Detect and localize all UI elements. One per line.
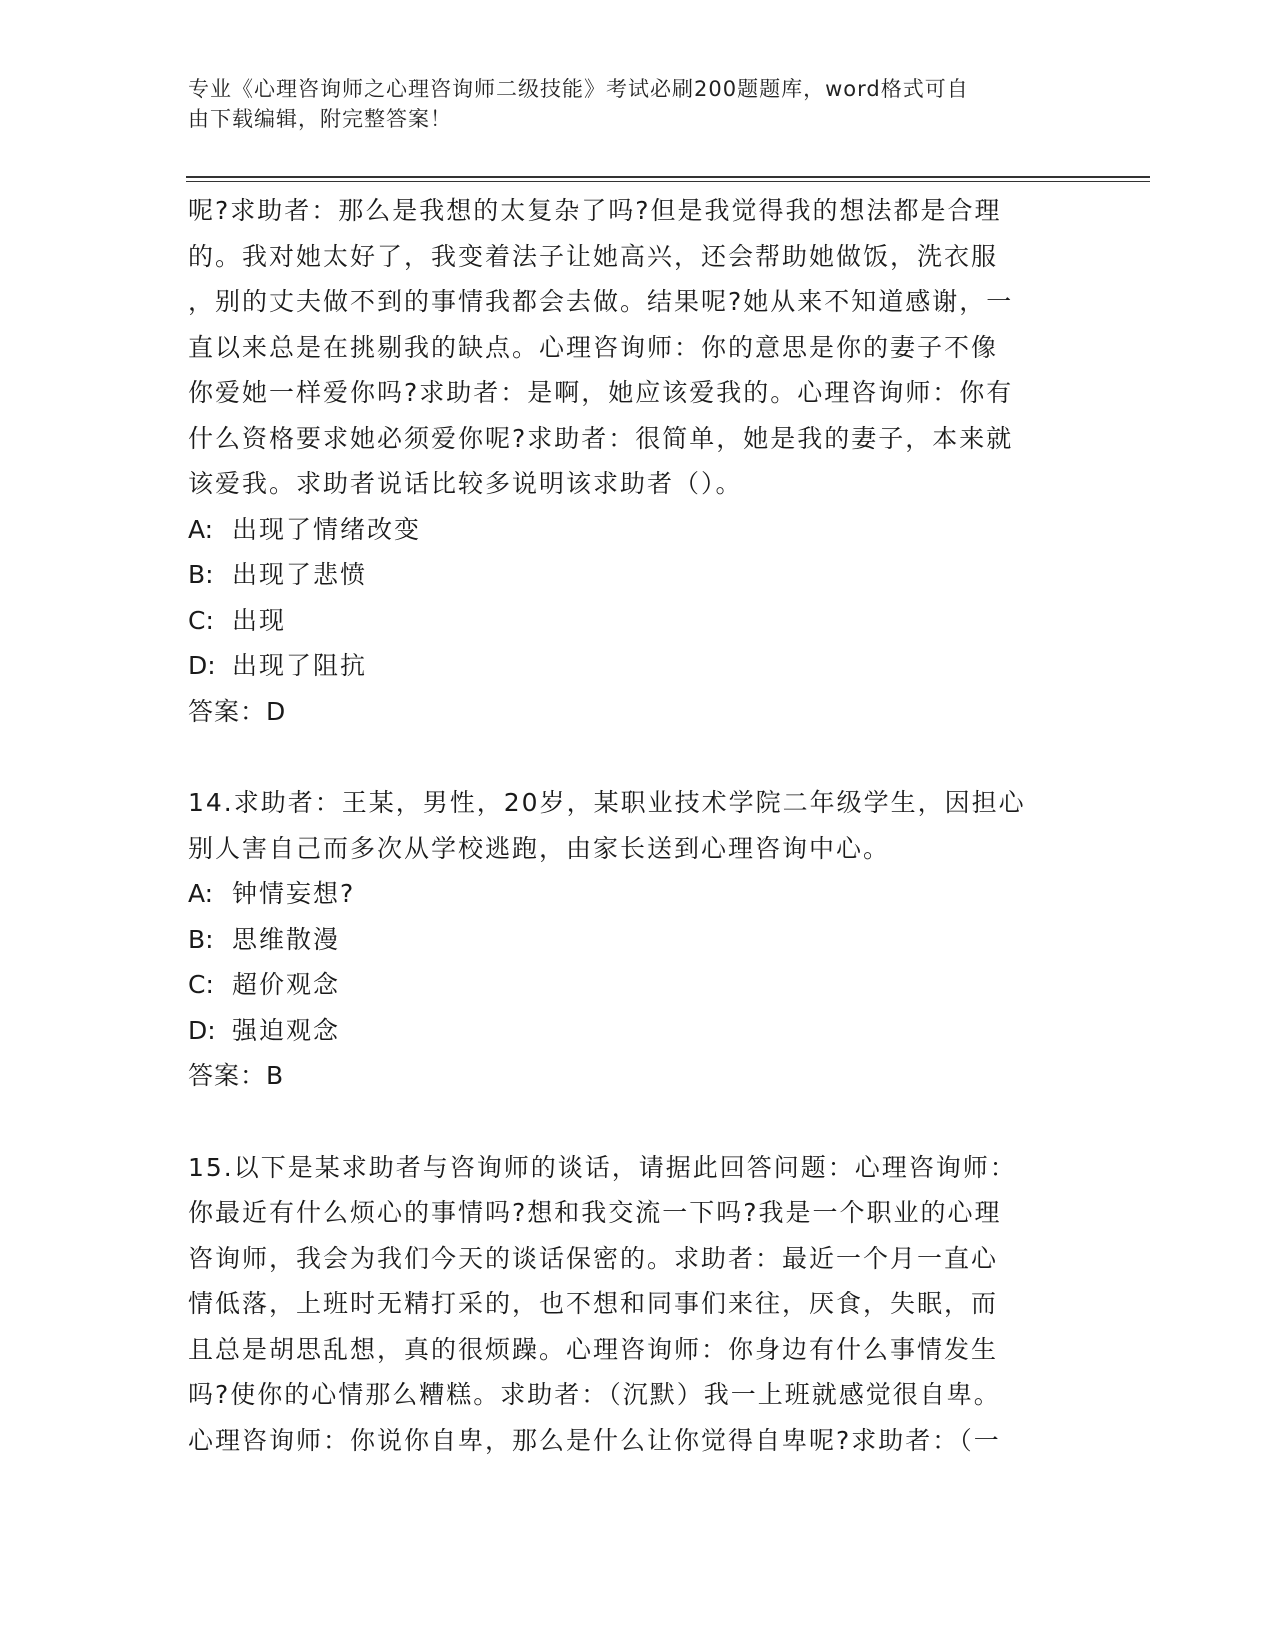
option-text: 超价观念 [232,970,341,999]
stem-line: 15.以下是某求助者与咨询师的谈话，请据此回答问题：心理咨询师： [188,1152,1017,1182]
question-14-option-c [188,962,1088,1008]
stem-line: ，别的丈夫做不到的事情我都会去做。结果呢?她从来不知道感谢，一 [188,287,1014,316]
stem-line: 直以来总是在挑剔我的缺点。心理咨询师：你的意思是你的妻子不像 [188,332,999,362]
question-14-option-d [188,1008,1088,1054]
stem-line: 心理咨询师：你说你自卑，那么是什么让你觉得自卑呢?求助者：（一 [188,1425,1001,1455]
option-letter: A: [188,514,214,544]
question-15-stem [188,1145,1088,1464]
stem-line: 的。我对她太好了，我变着法子让她高兴，还会帮助她做饭，洗衣服 [188,241,999,271]
option-letter: C: [188,605,214,635]
stem-line: 你最近有什么烦心的事情吗?想和我交流一下吗?我是一个职业的心理 [188,1198,1002,1227]
stem-line: 你爱她一样爱你吗?求助者：是啊，她应该爱我的。心理咨询师：你有 [188,378,1014,407]
question-13-answer: 答案：D [188,696,287,726]
spacer [188,1099,1088,1145]
option-letter: D: [188,651,216,680]
stem-line: 14.求助者：王某，男性，20岁，某职业技术学院二年级学生，因担心 [188,788,1026,817]
option-text: 出现了悲愤 [232,560,368,589]
stem-line: 情低落，上班时无精打采的，也不想和同事们来往，厌食，失眠，而 [188,1289,999,1318]
question-14-answer: 答案：B [188,1061,285,1090]
question-14-stem [188,780,1088,871]
document-body [188,188,1088,1463]
document-header [188,74,1068,134]
option-letter: B: [188,560,214,589]
stem-line: 呢?求助者：那么是我想的太复杂了吗?但是我觉得我的想法都是合理 [188,196,1002,225]
option-text: 思维散漫 [232,924,341,954]
spacer [188,734,1088,780]
option-text: 钟情妄想? [232,879,356,908]
question-14-option-a [188,871,1088,917]
header-line-1: 专业《心理咨询师之心理咨询师二级技能》考试必刷200题题库，word格式可自 [188,77,969,101]
option-letter: B: [188,924,214,954]
header-divider [186,176,1150,182]
option-text: 强迫观念 [232,1015,341,1045]
option-text: 出现 [232,605,287,635]
stem-line: 咨询师，我会为我们今天的谈话保密的。求助者：最近一个月一直心 [188,1243,999,1273]
stem-line: 吗?使你的心情那么糟糕。求助者：（沉默）我一上班就感觉很自卑。 [188,1380,1001,1409]
question-13-option-d [188,643,1088,689]
question-13-option-b [188,552,1088,598]
stem-line: 什么资格要求她必须爱你呢?求助者：很简单，她是我的妻子，本来就 [188,423,1014,453]
question-14-option-b [188,917,1088,963]
stem-line: 别人害自己而多次从学校逃跑，由家长送到心理咨询中心。 [188,833,891,863]
option-letter: D: [188,1015,216,1045]
question-13-option-a [188,507,1088,553]
stem-line: 该爱我。求助者说话比较多说明该求助者（）。 [188,469,743,498]
stem-line: 且总是胡思乱想，真的很烦躁。心理咨询师：你身边有什么事情发生 [188,1334,999,1364]
option-letter: C: [188,970,214,999]
option-letter: A: [188,879,214,908]
question-13-stem [188,188,1088,507]
question-13-option-c [188,598,1088,644]
header-line-2: 由下载编辑，附完整答案！ [188,107,452,131]
option-text: 出现了阻抗 [232,651,368,680]
option-text: 出现了情绪改变 [232,514,422,544]
